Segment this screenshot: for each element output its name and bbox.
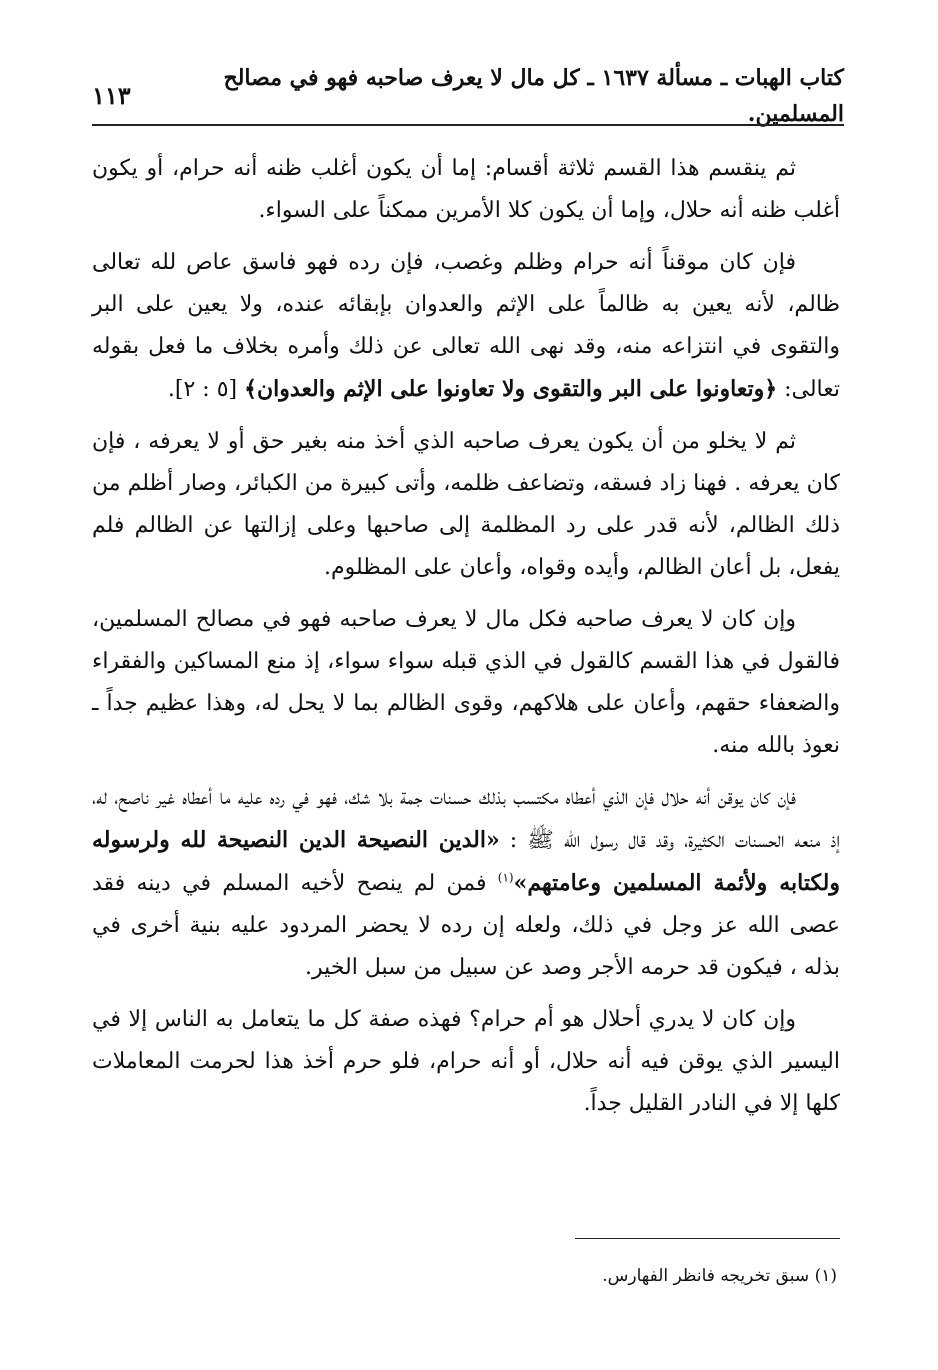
paragraph <box>92 421 840 589</box>
verse-reference: [٥ : ٢]. <box>167 377 245 402</box>
footnote-rule <box>575 1238 840 1239</box>
footnote-marker: (١) <box>497 870 514 885</box>
paragraph-text: ثم ينقسم هذا القسم ثلاثة أقسام: إما أن يكون أغلب ظنه أنه حرام، أو يكون أغلب ظنه أنه حلال، وإما أن يكون كلا الأمرين ممكناً على السواء. <box>92 156 840 223</box>
paragraph-text: فإن كان موقناً أنه حرام وظلم وغصب، فإن رده فهو فاسق عاص لله تعالى ظالم، لأنه يعين به ظالماً على الإثم والعدوان بإبقائه عنده، ولا يعين على البر والتقوى في انتزاعه منه، وقد نهى الله تعالى عن ذلك وأمره بخلاف ما فعل بقوله تعالى: <box>92 250 840 402</box>
paragraph-text-continued: فمن لم ينصح لأخيه المسلم في دينه فقد عصى الله عز وجل في ذلك، ولعله إن رده لا يحضر المردود عليه بنية أخرى في بذله ، فيكون قد حرمه الأجر وصد عن سبيل من سبل الخير. <box>92 871 840 980</box>
quran-quote: ﴿وتعاونوا على البر والتقوى ولا تعاونوا على الإثم والعدوان﴾ <box>244 376 778 402</box>
paragraph-text: وإن كان لا يعرف صاحبه فكل مال لا يعرف صاحبه فهو في مصالح المسلمين، فالقول في هذا القسم كالقول في الذي قبله سواء سواء، إذ منع المساكين والفقراء والضعفاء حقهم، وأعان على هلاكهم، وقوى الظالم بما لا يحل له، وهذا عظيم جداً ـ نعوذ بالله منه. <box>92 607 841 758</box>
paragraph <box>92 242 840 411</box>
paragraph <box>92 777 840 989</box>
paragraph <box>92 599 840 767</box>
paragraph-text: فإن كان يوقن أنه حلال فإن الذي أعطاه مكتسب بذلك حسنات جمة بلا شك، فهو في رده عليه ما أعطاه غير ناصح، له، إذ منعه الحسنات الكثيرة، وقد قال رسول الله ﷺ : <box>92 785 841 853</box>
footnote: (١) سبق تخريجه فانظر الفهارس. <box>602 1266 837 1286</box>
paragraph-text: ثم لا يخلو من أن يكون يعرف صاحبه الذي أخذ منه بغير حق أو لا يعرفه ، فإن كان يعرفه . فهنا زاد فسقه، وتضاعف ظلمه، وأتى كبيرة من الكبائر، وصار أظلم من ذلك الظالم، لأنه قدر على رد المظلمة إلى صاحبها وعلى إزالتها عن الظالم فلم يفعل، بل أعان الظالم، وأيده وقواه، وأعان على المظلوم. <box>92 429 840 580</box>
paragraph-text: وإن كان لا يدري أحلال هو أم حرام؟ فهذه صفة كل ما يتعامل به الناس إلا في اليسير الذي يوقن فيه أنه حلال، أو أنه حرام، فلو حرم أخذ هذا لحرمت المعاملات كلها إلا في النادر القليل جداً. <box>92 1007 840 1116</box>
running-title: كتاب الهبات ـ مسألة ١٦٣٧ ـ كل مال لا يعرف صاحبه فهو في مصالح المسلمين. <box>223 65 844 127</box>
header-rule <box>92 124 844 126</box>
paragraph <box>92 999 840 1125</box>
paragraph <box>92 148 840 232</box>
main-text <box>92 148 840 1135</box>
hadith-quote: «الدين النصيحة الدين النصيحة لله ولرسوله ولكتابه ولأئمة المسلمين وعامتهم» <box>92 827 840 896</box>
running-header <box>92 65 844 127</box>
page-number: ١١٣ <box>92 81 131 110</box>
